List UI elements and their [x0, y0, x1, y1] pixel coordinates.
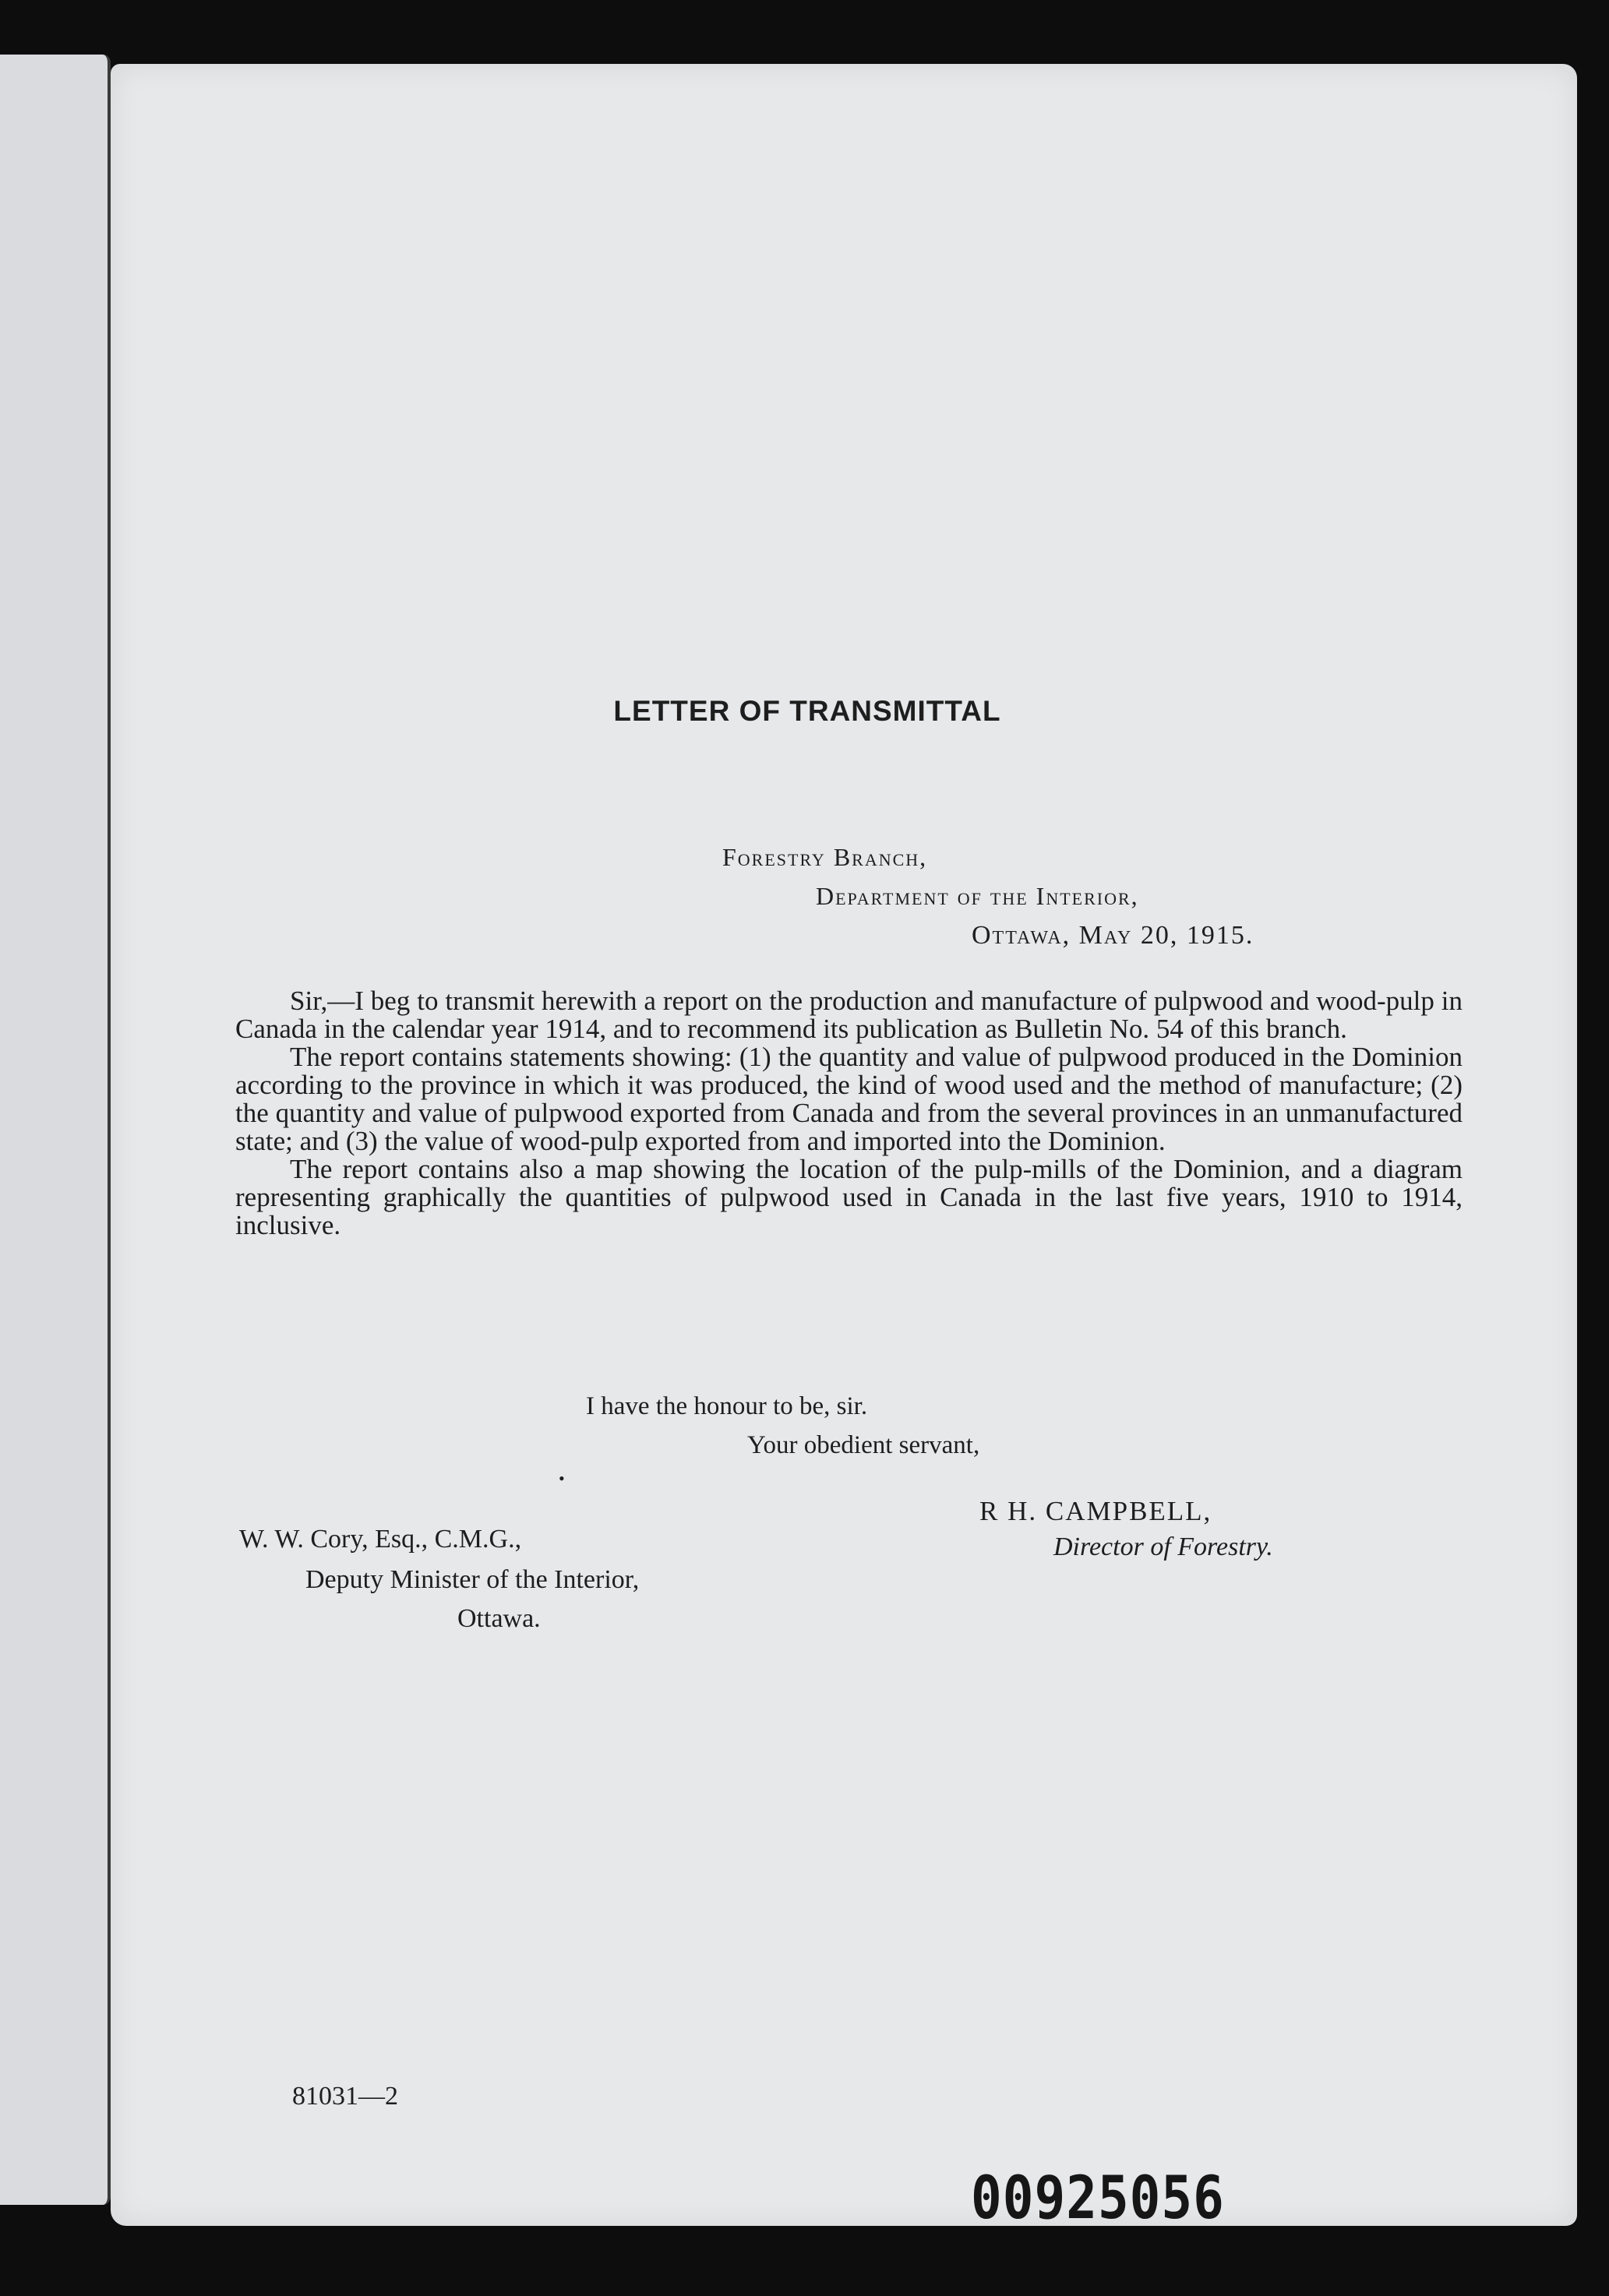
address-line-date: Ottawa, May 20, 1915.: [972, 921, 1254, 950]
closing-line: Your obedient servant,: [747, 1431, 980, 1459]
ink-mark: •: [559, 1469, 565, 1488]
letter-body: [235, 987, 1463, 1240]
facing-page-edge: [0, 55, 111, 2205]
recipient-position: Deputy Minister of the Interior,: [305, 1565, 640, 1594]
body-paragraph: The report contains also a map showing the location of the pulp-mills of the Dominion, and a diagram representing graphically the quantities of pulpwood used in Canada in the last five years, 1910 to 1914, inclusive.: [235, 1154, 1463, 1240]
print-number: 81031—2: [292, 2082, 398, 2111]
address-line-department: Department of the Interior,: [816, 882, 1139, 910]
body-paragraph: Sir,—I beg to transmit herewith a report on the production and manufacture of pulpwood and wood-pulp in Canada in the calendar year 1914, and to recommend its publication as Bulletin No. 54 of this branch.: [235, 986, 1463, 1044]
signer-title: Director of Forestry.: [1053, 1532, 1273, 1561]
recipient-city: Ottawa.: [457, 1604, 541, 1633]
closing-line: I have the honour to be, sir.: [586, 1392, 868, 1420]
stamp-number: 00925056: [971, 2164, 1225, 2233]
signer-name: R H. CAMPBELL,: [979, 1496, 1212, 1526]
body-paragraph: The report contains statements showing: (1) the quantity and value of pulpwood produced in the Dominion according to the province in which it was produced, the kind of wood used and the method of manufacture; (2) the quantity and value of pulpwood exported from Canada and from the several provinces in an unmanufactured state; and (3) the value of wood-pulp exported from and imported into the Dominion.: [235, 1042, 1463, 1156]
address-line-branch: Forestry Branch,: [722, 843, 928, 871]
document-page: [111, 64, 1577, 2233]
letter-title: LETTER OF TRANSMITTAL: [613, 695, 1001, 727]
recipient-name: W. W. Cory, Esq., C.M.G.,: [239, 1525, 522, 1554]
